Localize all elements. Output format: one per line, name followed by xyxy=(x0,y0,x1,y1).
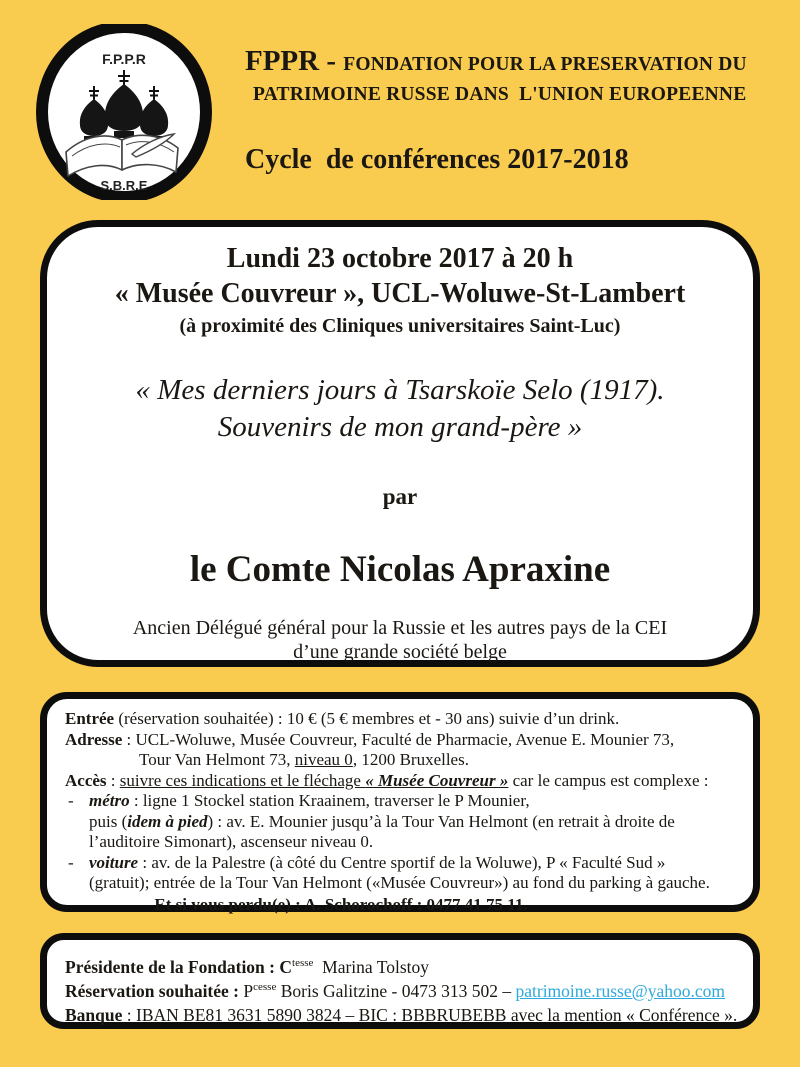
if-lost-line: Et si vous perdu(e) : A. Schorochoff : 0477 41 75 11. xyxy=(154,894,528,914)
voiture-label: voiture xyxy=(89,852,139,872)
footer-box xyxy=(40,933,760,1029)
metro-line2-post: ) : av. E. Mounier jusqu’à la Tour Van Helmont (en retrait à droite de xyxy=(207,811,675,831)
metro-label: métro xyxy=(89,791,130,810)
voiture-body xyxy=(89,853,665,874)
presidente-sup: tesse xyxy=(292,957,314,970)
presidente-line xyxy=(65,955,737,979)
adresse-line2-pre: Tour Van Helmont 73, xyxy=(139,750,295,769)
metro-body xyxy=(89,791,530,812)
logo-bottom-text: S.B.R.E xyxy=(100,178,148,193)
lecture-title-line2: Souvenirs de mon grand-père » xyxy=(217,411,583,443)
adresse-line2 xyxy=(65,750,737,771)
acces-underline-pre: suivre ces indications et le fléchage xyxy=(119,770,366,790)
bullet-dash: - xyxy=(68,791,74,810)
presidente-label: Présidente de la Fondation : xyxy=(65,957,275,977)
adresse-text: : UCL-Woluwe, Musée Couvreur, Faculté de Pharmacie, Avenue E. Mounier 73, xyxy=(122,729,675,749)
niveau-underline: niveau 0 xyxy=(294,750,353,769)
reservation-sup: cesse xyxy=(253,981,277,994)
header xyxy=(245,46,765,176)
entree-line xyxy=(65,709,737,730)
voiture-bullet xyxy=(65,853,737,874)
cycle-title: Cycle de conférences 2017-2018 xyxy=(245,144,629,175)
metro-bullet xyxy=(65,791,737,812)
event-datetime: Lundi 23 octobre 2017 à 20 h xyxy=(226,243,574,274)
adresse-line xyxy=(65,730,737,751)
reservation-text: Boris Galitzine - 0473 313 502 – xyxy=(276,981,516,1001)
org-name-rest: FONDATION POUR LA PRESERVATION DU xyxy=(343,54,747,75)
banque-line xyxy=(65,1003,737,1027)
reservation-line xyxy=(65,979,737,1003)
event-venue: « Musée Couvreur », UCL-Woluwe-St-Lambert xyxy=(114,278,686,309)
banque-text: : IBAN BE81 3631 5890 3824 – BIC : BBBRUBEBB avec la mention « Conférence ». xyxy=(122,1005,738,1025)
presidente-initial: C xyxy=(275,957,293,977)
event-venue-note: (à proximité des Cliniques universitaires Saint-Luc) xyxy=(179,315,621,337)
org-abbr: FPPR - xyxy=(245,45,344,77)
acces-underlined xyxy=(120,771,509,790)
speaker-description-line1: Ancien Délégué général pour la Russie et les autres pays de la CEI xyxy=(132,617,668,639)
metro-line2-pre: puis ( xyxy=(89,811,128,831)
adresse-line2-post: , 1200 Bruxelles. xyxy=(352,750,469,769)
voiture-text: : av. de la Palestre (à côté du Centre sportif de la Woluwe), P « Faculté Sud » xyxy=(138,852,666,872)
entree-label: Entrée xyxy=(65,709,115,728)
speaker-description-line2: d’une grande société belge xyxy=(293,641,507,663)
speaker-name: le Comte Nicolas Apraxine xyxy=(189,549,611,590)
acces-label: Accès xyxy=(65,770,107,790)
email-link[interactable]: patrimoine.russe@yahoo.com xyxy=(515,981,726,1001)
par-label: par xyxy=(382,484,418,509)
reservation-initial: P xyxy=(239,981,254,1001)
event-box xyxy=(40,220,760,667)
lecture-title xyxy=(47,372,753,446)
metro-line3: l’auditoire Simonart), ascenseur niveau 0. xyxy=(89,832,374,851)
voiture-line2: (gratuit); entrée de la Tour Van Helmont («Musée Couvreur») au fond du parking à gauche. xyxy=(89,873,710,892)
acces-line xyxy=(65,771,737,792)
practical-info-box xyxy=(40,692,760,912)
acces-underline-musee: « Musée Couvreur » xyxy=(365,770,509,790)
org-name-line2: PATRIMOINE RUSSE DANS L'UNION EUROPEENNE xyxy=(253,84,747,105)
entree-text: (réservation souhaitée) : 10 € (5 € membres et - 30 ans) suivie d’un drink. xyxy=(114,709,620,728)
metro-text: : ligne 1 Stockel station Kraainem, traverser le P Mounier, xyxy=(129,791,530,810)
org-name-line1 xyxy=(245,46,765,81)
fppr-logo-graphic xyxy=(36,24,212,200)
acces-text: car le campus est complexe : xyxy=(508,770,709,790)
metro-line2 xyxy=(65,812,737,833)
acces-sep: : xyxy=(106,770,120,790)
presidente-name: Marina Tolstoy xyxy=(313,957,430,977)
fppr-logo xyxy=(36,24,212,200)
adresse-label: Adresse xyxy=(65,729,123,749)
banque-label: Banque xyxy=(65,1005,123,1025)
idem-a-pied: idem à pied xyxy=(127,811,208,831)
logo-top-text: F.P.P.R xyxy=(102,51,146,67)
reservation-label: Réservation souhaitée : xyxy=(65,981,240,1001)
speaker-description xyxy=(47,616,753,664)
lecture-title-line1: « Mes derniers jours à Tsarskoïe Selo (1917). xyxy=(135,374,665,406)
bullet-dash: - xyxy=(68,852,74,872)
